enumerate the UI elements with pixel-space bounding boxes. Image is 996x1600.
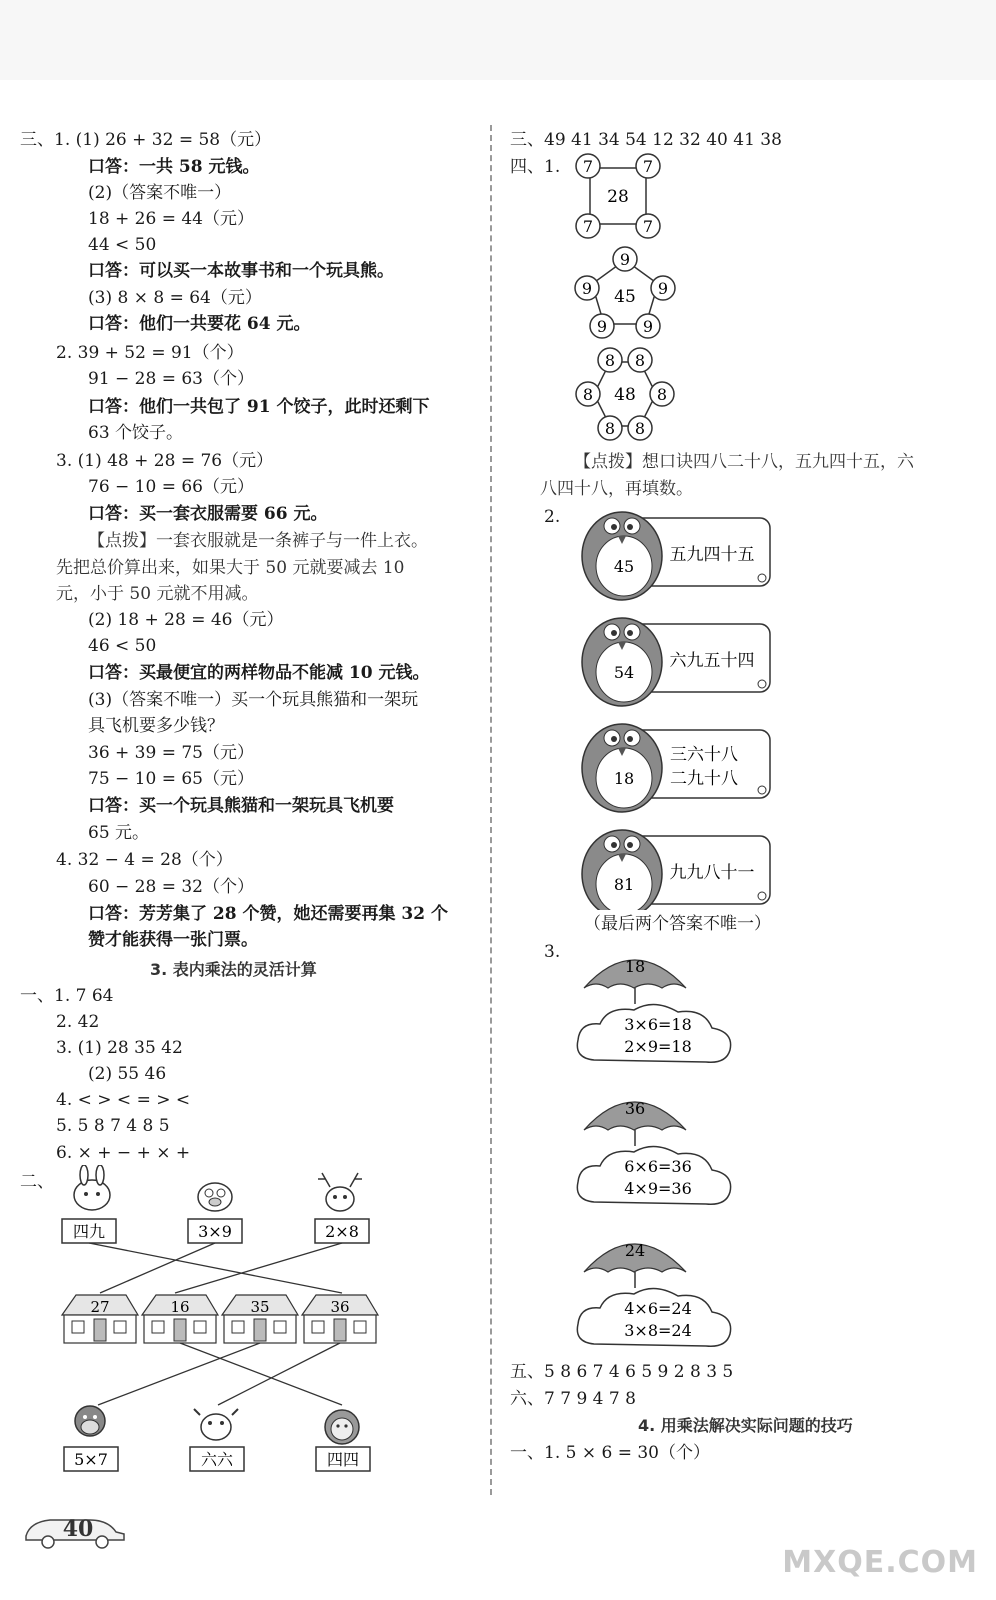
answer-line: 60 − 28 = 32（个） [88,877,254,897]
umbrella-number: 36 [624,1099,646,1118]
top-box-label: 2×8 [325,1222,359,1241]
hint-line: 八四十八，再填数。 [540,479,693,499]
hint-line: 先把总价算出来，如果大于 50 元就要减去 10 [56,558,405,578]
square-puzzle [570,152,670,242]
wheel-icon [96,1536,108,1548]
section-title: 3. 表内乘法的灵活计算 [150,960,317,979]
answer-line: 六、7 7 9 4 7 8 [510,1389,636,1409]
answer-line: 口答：买最便宜的两样物品不能减 10 元钱。 [88,663,430,683]
answer-line: 三、1. (1) 26 + 32 = 58（元） [20,130,272,150]
deer-icon [318,1173,362,1211]
watermark: MXQE.COM [782,1545,978,1580]
house-number: 36 [330,1298,350,1316]
penguin-card [582,724,770,812]
answer-line: 口答：可以买一本故事书和一个玩具熊。 [88,261,394,281]
house-number: 27 [90,1298,110,1316]
penguin-number: 18 [613,769,635,788]
puzzle-circle: 9 [596,317,608,336]
monkey-icon [75,1406,105,1436]
page-number: 40 [62,1516,94,1542]
answer-line: 一、1. 7 64 [20,986,114,1006]
answer-line: 63 个饺子。 [88,423,184,443]
umbrella-card [577,957,730,1062]
answer-line: 75 − 10 = 65（元） [88,769,254,789]
answer-line: 91 − 28 = 63（个） [88,369,254,389]
pentagon-puzzle [570,246,680,341]
cloud-equation: 2×9=18 [624,1037,692,1056]
cloud-equation: 4×6=24 [624,1299,692,1318]
top-box-label: 3×9 [198,1222,232,1241]
puzzle-circle: 9 [642,317,654,336]
puzzle-center: 45 [614,287,636,307]
puzzle-center: 48 [614,385,636,405]
answer-line: 口答：一共 58 元钱。 [88,157,260,177]
column-divider [490,125,492,1495]
answer-line: 口答：买一套衣服需要 66 元。 [88,504,328,524]
puzzle-circle: 8 [604,419,616,438]
answer-line: 18 + 26 = 44（元） [88,209,254,229]
cloud-equation: 3×8=24 [624,1321,692,1340]
matching-diagram [50,1165,390,1500]
hint-line: 元，小于 50 元就不用减。 [56,584,259,604]
puzzle-circle: 9 [619,250,631,269]
answer-line: (3)（答案不唯一）买一个玩具熊猫和一架玩 [88,690,419,710]
answer-line: 五、5 8 6 7 4 6 5 9 2 8 3 5 [510,1362,734,1382]
answer-line: 一、1. 5 × 6 = 30（个） [510,1443,710,1463]
answer-line: 76 − 10 = 66（元） [88,477,254,497]
question-number: 2. [544,507,561,527]
puzzle-circle: 9 [657,279,669,298]
cloud-equation: 6×6=36 [624,1157,692,1176]
answer-line: 65 元。 [88,823,150,843]
bottom-box-label: 5×7 [74,1450,108,1469]
lion-icon [325,1410,359,1444]
answer-line: 36 + 39 = 75（元） [88,743,254,763]
penguin-number: 45 [613,557,635,576]
penguin-card [582,830,770,910]
penguin-text: 九九八十一 [669,863,755,883]
piglet-icon [198,1183,232,1211]
answer-line: 口答：他们一共包了 91 个饺子，此时还剩下 [88,397,430,417]
hint-line: 【点拨】一套衣服就是一条裤子与一件上衣。 [88,531,428,551]
house-number: 16 [170,1298,190,1316]
question-number: 3. [544,942,561,962]
answer-line: 3. (1) 48 + 28 = 76（元） [56,451,274,471]
penguin-text: 六九五十四 [669,651,755,671]
puzzle-circle: 7 [642,217,654,236]
wheel-icon [42,1536,54,1548]
top-box-label: 四九 [72,1222,106,1241]
page-top-margin [0,0,996,80]
answer-line: 3. (1) 28 35 42 [56,1038,183,1058]
umbrella-group [574,940,749,1360]
umbrella-card [577,1099,730,1204]
answer-line: 2. 42 [56,1012,100,1032]
umbrella-number: 24 [624,1241,646,1260]
answer-line: (2) 55 46 [88,1064,167,1084]
answer-line: 口答：芳芳集了 28 个赞，她还需要再集 32 个 [88,904,448,924]
answer-line: 赞才能获得一张门票。 [88,930,258,950]
penguin-text: 五九四十五 [669,545,755,565]
rabbit-icon [74,1165,110,1210]
answer-line: (2)（答案不唯一） [88,183,232,203]
answer-line: 口答：他们一共要花 64 元。 [88,314,311,334]
answer-line: 4. < > < = > < [56,1090,191,1110]
penguin-group [574,500,779,910]
house-number: 35 [250,1298,270,1316]
puzzle-circle: 7 [582,217,594,236]
answer-line: 2. 39 + 52 = 91（个） [56,343,244,363]
puzzle-circle: 7 [642,157,654,176]
puzzle-circle: 8 [582,385,594,404]
note-line: （最后两个答案不唯一） [584,914,771,934]
puzzle-circle: 9 [581,279,593,298]
page-number-car [20,1508,130,1550]
section-title: 4. 用乘法解决实际问题的技巧 [638,1416,853,1435]
hint-line: 【点拨】想口诀四八二十八，五九四十五，六 [574,452,914,472]
cloud-equation: 4×9=36 [624,1179,692,1198]
penguin-number: 54 [613,663,635,682]
cow-icon [194,1409,238,1440]
answer-line: 口答：买一个玩具熊猫和一架玩具飞机要 [88,796,394,816]
umbrella-number: 18 [624,957,646,976]
answer-line: 6. × + − + × + [56,1143,191,1163]
answer-line: 46 < 50 [88,636,157,656]
answer-line: 具飞机要多少钱？ [88,716,224,736]
bottom-box-label: 四四 [326,1450,360,1469]
puzzle-circle: 8 [634,419,646,438]
answer-line: 4. 32 − 4 = 28（个） [56,850,233,870]
penguin-number: 81 [613,875,635,894]
puzzle-circle: 8 [656,385,668,404]
puzzle-circle: 7 [582,157,594,176]
question-number: 二、 [20,1172,54,1192]
puzzle-circle: 8 [604,351,616,370]
penguin-card [582,618,770,706]
penguin-text: 三六十八 [670,745,738,765]
answer-line: (3) 8 × 8 = 64（元） [88,288,262,308]
answer-line: (2) 18 + 28 = 46（元） [88,610,284,630]
answer-line: 44 < 50 [88,235,157,255]
penguin-text: 二九十八 [670,769,738,789]
puzzle-circle: 8 [634,351,646,370]
penguin-card [582,512,770,600]
umbrella-card [577,1241,730,1346]
puzzle-center: 28 [607,187,629,207]
cloud-equation: 3×6=18 [624,1015,692,1034]
bottom-box-label: 六六 [200,1450,234,1469]
answer-line: 5. 5 8 7 4 8 5 [56,1116,170,1136]
answer-line: 三、49 41 34 54 12 32 40 41 38 [510,130,782,150]
hexagon-puzzle [570,344,680,444]
question-number: 四、1. [510,157,561,177]
